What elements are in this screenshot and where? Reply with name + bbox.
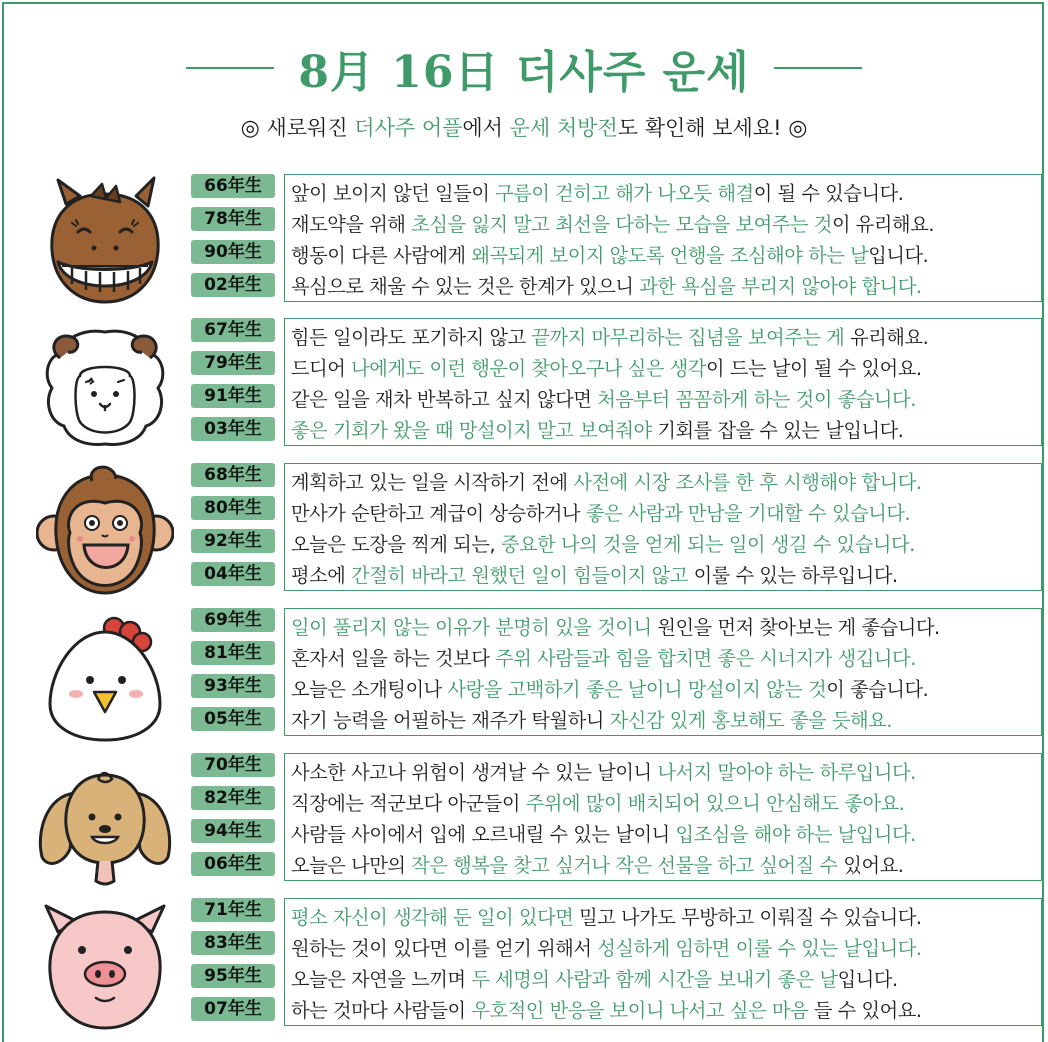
fortune-text: 유리해요. xyxy=(844,326,929,349)
fortune-text: 이룰 수 있는 하루입니다. xyxy=(687,564,898,587)
fortune-text: 이 좋습니다. xyxy=(826,678,929,701)
birth-year-tags xyxy=(191,608,275,740)
fortune-text: 있어요. xyxy=(837,854,904,877)
fortune-highlight: 성실하게 임하면 이룰 수 있는 날입니다. xyxy=(597,937,922,960)
fortune-line xyxy=(291,529,1041,560)
circle-symbol-left: ◎ xyxy=(240,116,260,141)
fortune-text: 원인을 먼저 찾아보는 게 좋습니다. xyxy=(651,616,940,639)
birth-year-tag: 95年生 xyxy=(191,964,275,988)
birth-year-tags xyxy=(191,174,275,306)
fortune-highlight: 두 세명의 사람과 함께 시간을 보내기 좋은 날 xyxy=(471,968,838,991)
birth-year-tag: 07年生 xyxy=(191,997,275,1021)
fortune-block xyxy=(0,608,1048,742)
fortune-text: 힘든 일이라도 포기하지 않고 xyxy=(291,326,532,349)
birth-year-tag: 81年生 xyxy=(191,641,275,665)
fortune-line xyxy=(291,240,1041,271)
fortune-highlight: 끝까지 마무리하는 집념을 보여주는 게 xyxy=(531,326,845,349)
fortune-highlight: 작은 행복을 찾고 싶거나 작은 선물을 하고 싶어질 수 xyxy=(411,854,838,877)
fortune-text: 사소한 사고나 위험이 생겨날 수 있는 날이니 xyxy=(291,761,658,784)
birth-year-tag: 04年生 xyxy=(191,562,275,586)
fortune-line xyxy=(291,322,1041,353)
fortune-text: 기회를 잡을 수 있는 날입니다. xyxy=(651,419,904,442)
fortune-text: 이 유리해요. xyxy=(831,213,935,236)
subtitle-text: 새로워진 xyxy=(259,116,355,140)
fortune-text: 오늘은 나만의 xyxy=(291,854,412,877)
dog-icon xyxy=(36,753,174,887)
birth-year-tags xyxy=(191,318,275,450)
fortune-highlight: 좋은 기회가 왔을 때 망설이지 말고 보여줘야 xyxy=(291,419,652,442)
page-title: 8月 16日 더사주 운세 xyxy=(298,47,750,98)
title-rule-right xyxy=(774,67,862,69)
fortune-line xyxy=(291,643,1041,674)
fortune-line xyxy=(291,902,1041,933)
birth-year-tag: 92年生 xyxy=(191,529,275,553)
birth-year-tag: 93年生 xyxy=(191,674,275,698)
subtitle-feature-name: 운세 처방전 xyxy=(509,116,618,140)
fortune-line xyxy=(291,788,1041,819)
fortune-text: 평소에 xyxy=(291,564,352,587)
fortune-text: 앞이 보이지 않던 일들이 xyxy=(291,182,496,205)
birth-year-tag: 90年生 xyxy=(191,240,275,264)
fortune-highlight: 과한 욕심을 부리지 않아야 합니다. xyxy=(639,275,922,298)
fortune-highlight: 구름이 걷히고 해가 나오듯 해결 xyxy=(495,182,754,205)
title-row xyxy=(0,38,1048,98)
fortune-text: 만사가 순탄하고 계급이 상승하거나 xyxy=(291,502,586,525)
fortune-text: 직장에는 적군보다 아군들이 xyxy=(291,792,526,815)
fortune-text: 혼자서 일을 하는 것보다 xyxy=(291,647,496,670)
fortune-text: 사람들 사이에서 입에 오르내릴 수 있는 날이니 xyxy=(291,823,676,846)
fortune-line xyxy=(291,995,1041,1026)
fortune-text: 오늘은 소개팅이나 xyxy=(291,678,448,701)
fortune-text-box xyxy=(284,898,1042,1026)
fortune-text-box xyxy=(284,753,1042,881)
fortune-block xyxy=(0,318,1048,452)
fortune-line xyxy=(291,560,1041,591)
fortune-line xyxy=(291,353,1041,384)
fortune-highlight: 간절히 바라고 원했던 일이 힘들이지 않고 xyxy=(351,564,688,587)
title-rule-left xyxy=(186,67,274,69)
birth-year-tag: 02年生 xyxy=(191,273,275,297)
fortune-line xyxy=(291,384,1041,415)
fortune-text: 계획하고 있는 일을 시작하기 전에 xyxy=(291,471,574,494)
fortune-text: 오늘은 도장을 찍게 되는, xyxy=(291,533,501,556)
fortune-text: 같은 일을 재차 반복하고 싶지 않다면 xyxy=(291,388,598,411)
birth-year-tag: 83年生 xyxy=(191,931,275,955)
birth-year-tag: 03年生 xyxy=(191,417,275,441)
fortune-line xyxy=(291,209,1041,240)
fortune-text-box xyxy=(284,318,1042,446)
subtitle-text: 도 확인해 보세요! xyxy=(617,116,789,140)
fortune-highlight: 좋은 사람과 만남을 기대할 수 있습니다. xyxy=(585,502,911,525)
fortune-line xyxy=(291,819,1041,850)
fortune-text: 입니다. xyxy=(868,244,929,267)
fortune-text: 이 될 수 있습니다. xyxy=(753,182,904,205)
birth-year-tag: 06年生 xyxy=(191,852,275,876)
fortune-line xyxy=(291,850,1041,881)
birth-year-tag: 69年生 xyxy=(191,608,275,632)
fortune-block xyxy=(0,898,1048,1032)
pig-icon xyxy=(36,898,174,1032)
fortune-line xyxy=(291,705,1041,736)
fortune-block xyxy=(0,753,1048,887)
sheep-icon xyxy=(36,318,174,452)
fortune-line xyxy=(291,612,1041,643)
fortune-line xyxy=(291,757,1041,788)
monkey-icon xyxy=(36,463,174,597)
fortune-highlight: 주위에 많이 배치되어 있으니 안심해도 좋아요. xyxy=(525,792,905,815)
fortune-text: 입니다. xyxy=(837,968,898,991)
birth-year-tag: 80年生 xyxy=(191,496,275,520)
subtitle xyxy=(0,112,1048,142)
fortune-highlight: 중요한 나의 것을 얻게 되는 일이 생길 수 있습니다. xyxy=(500,533,915,556)
fortune-block xyxy=(0,463,1048,597)
fortune-highlight: 초심을 잃지 말고 최선을 다하는 모습을 보여주는 것 xyxy=(411,213,832,236)
fortune-line xyxy=(291,933,1041,964)
fortune-highlight: 사랑을 고백하기 좋은 날이니 망설이지 않는 것 xyxy=(447,678,827,701)
birth-year-tag: 79年生 xyxy=(191,351,275,375)
birth-year-tags xyxy=(191,753,275,885)
fortune-highlight: 나에게도 이런 행운이 찾아오구나 싶은 생각 xyxy=(351,357,707,380)
fortune-text: 욕심으로 채울 수 있는 것은 한계가 있으니 xyxy=(291,275,640,298)
fortune-text: 오늘은 자연을 느끼며 xyxy=(291,968,472,991)
subtitle-app-name: 더사주 어플 xyxy=(354,116,463,140)
horse-icon xyxy=(36,174,174,308)
fortune-highlight: 일이 풀리지 않는 이유가 분명히 있을 것이니 xyxy=(291,616,652,639)
fortune-highlight: 평소 자신이 생각해 둔 일이 있다면 xyxy=(291,906,574,929)
birth-year-tag: 70年生 xyxy=(191,753,275,777)
birth-year-tag: 66年生 xyxy=(191,174,275,198)
fortune-highlight: 사전에 시장 조사를 한 후 시행해야 합니다. xyxy=(573,471,922,494)
fortune-line xyxy=(291,964,1041,995)
fortune-text-box xyxy=(284,608,1042,736)
fortune-block xyxy=(0,174,1048,308)
fortune-text: 이 드는 날이 될 수 있어요. xyxy=(706,357,922,380)
fortune-text: 하는 것마다 사람들이 xyxy=(291,999,472,1022)
fortune-line xyxy=(291,498,1041,529)
subtitle-text: 에서 xyxy=(462,116,510,140)
fortune-text: 밀고 나가도 무방하고 이뤄질 수 있습니다. xyxy=(573,906,922,929)
fortune-highlight: 나서지 말아야 하는 하루입니다. xyxy=(657,761,916,784)
fortune-text: 들 수 있어요. xyxy=(808,999,922,1022)
fortune-highlight: 입조심을 해야 하는 날입니다. xyxy=(675,823,916,846)
circle-symbol-right: ◎ xyxy=(788,116,808,141)
birth-year-tag: 78年生 xyxy=(191,207,275,231)
fortune-text: 행동이 다른 사람에게 xyxy=(291,244,472,267)
fortune-text-box xyxy=(284,174,1042,302)
fortune-line xyxy=(291,271,1041,302)
rooster-icon xyxy=(36,608,174,742)
fortune-text: 드디어 xyxy=(291,357,352,380)
birth-year-tag: 82年生 xyxy=(191,786,275,810)
fortune-highlight: 주위 사람들과 힘을 합치면 좋은 시너지가 생깁니다. xyxy=(495,647,916,670)
fortune-text: 재도약을 위해 xyxy=(291,213,412,236)
birth-year-tags xyxy=(191,463,275,595)
fortune-highlight: 왜곡되게 보이지 않도록 언행을 조심해야 하는 날 xyxy=(471,244,869,267)
fortune-line xyxy=(291,674,1041,705)
fortune-text-box xyxy=(284,463,1042,591)
fortune-text: 자기 능력을 어필하는 재주가 탁월하니 xyxy=(291,709,610,732)
fortune-line xyxy=(291,467,1041,498)
birth-year-tag: 71年生 xyxy=(191,898,275,922)
birth-year-tags xyxy=(191,898,275,1030)
fortune-highlight: 처음부터 꼼꼼하게 하는 것이 좋습니다. xyxy=(597,388,916,411)
fortune-line xyxy=(291,415,1041,446)
fortune-line xyxy=(291,178,1041,209)
birth-year-tag: 67年生 xyxy=(191,318,275,342)
birth-year-tag: 91年生 xyxy=(191,384,275,408)
fortune-highlight: 자신감 있게 홍보해도 좋을 듯해요. xyxy=(609,709,893,732)
birth-year-tag: 05年生 xyxy=(191,707,275,731)
birth-year-tag: 94年生 xyxy=(191,819,275,843)
fortune-highlight: 우호적인 반응을 보이니 나서고 싶은 마음 xyxy=(471,999,809,1022)
birth-year-tag: 68年生 xyxy=(191,463,275,487)
fortune-text: 원하는 것이 있다면 이를 얻기 위해서 xyxy=(291,937,598,960)
